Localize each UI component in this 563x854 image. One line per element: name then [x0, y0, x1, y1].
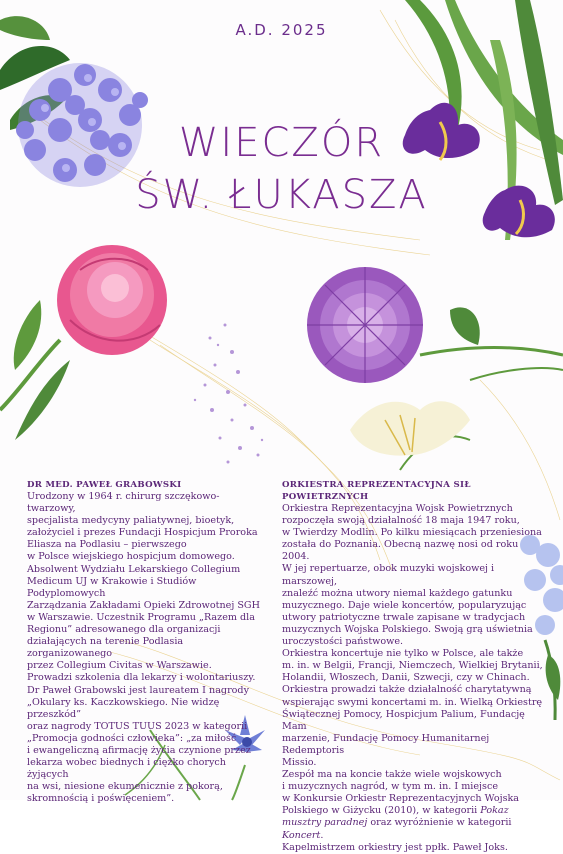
event-date: A.D. 2025: [235, 21, 328, 39]
lily: [350, 368, 563, 470]
orchestra-heading: ORKIESTRA REPREZENTACYJNA SIŁ POWIETRZNYCH: [282, 480, 471, 502]
orchestra-text-mid: oraz wyróżnienie w kategorii: [367, 817, 512, 829]
peony: [0, 245, 167, 440]
dahlia: [307, 267, 563, 383]
speaker-bio: [27, 479, 265, 805]
event-title-line-2: ŚW. ŁUKASZA: [135, 172, 428, 218]
speaker-name-heading: DR MED. PAWEŁ GRABOWSKI: [27, 480, 182, 490]
orchestra-text: [282, 503, 548, 854]
dot-spray: [194, 324, 263, 464]
orchestra-text-main: Orkiestra Reprezentacyjna Wojsk Powietrznych rozpoczęła swoją działalność 18 maja 1947 roku, w Twierdzy Modlin. Po kilku miesiącach przeniesiona została do Poznania. Obecną nazwę nosi od roku 2004. W jej repertuarze, obok muzyki wojskowej i marszowej, znaleźć można utwory niemal każdego gatunku muzycznego. Daje wiele koncertów, popularyzując utwory patriotyczne trwale zapisane w tradycjach muzycznych Wojska Polskiego. Swoją grą uświetnia uroczystości państwowe. Orkiestra koncertuje nie tylko w Polsce, ale także m. in. w Belgii, Francji, Niemczech, Wielkiej Brytanii, Holandii, Włoszech, Danii, Szwecji, czy w Chinach. Orkiestra prowadzi także działalność charytatywną wspierając swymi koncertami m. in. Wielką Orkiestrę Świątecznej Pomocy, Hospicjum Palium, Fundację Mam marzenie, Fundację Pomocy Humanitarnej Redemptoris Missio. Zespół ma na koncie także wiele wojskowych i muzycznych nagród, w tym m. in. I miejsce w Konkursie Orkiestr Reprezentacyjnych Wojska Polskiego w Giżycku (2010), w kategorii: [282, 503, 543, 817]
event-title-line-1: WIECZÓR: [178, 120, 385, 166]
award-category-parade: Pokaz musztry paradnej: [282, 805, 509, 829]
award-category-concert: Koncert: [282, 829, 321, 841]
orchestra-text-end: . Kapelmistrzem orkiestry jest ppłk. Paweł Joks.: [282, 829, 508, 853]
orchestra-bio: [282, 479, 548, 854]
speaker-bio-text: Urodzony w 1964 r. chirurg szczękowo-twarzowy, specjalista medycyny paliatywnej, bioetyk, założyciel i prezes Fundacji Hospicjum Proroka Eliasza na Podlasiu – pierwszego w Polsce wiejskiego hospicjum domowego. Absolwent Wydziału Lekarskiego Collegium Medicum UJ w Krakowie i Studiów Podyplomowych Zarządzania Zakładami Opieki Zdrowotnej SGH w Warszawie. Uczestnik Programu „Razem dla Regionu” adresowanego dla organizacji działających na terenie Podlasia zorganizowanego przez Collegium Civitas w Warszawie. Prowadzi szkolenia dla lekarzy i wolontariuszy. Dr Paweł Grabowski jest laureatem I nagrody „Okulary ks. Kaczkowskiego. Nie widzę przeszkód” oraz nagrody TOTUS TUUS 2023 w kategorii „Promocja godności człowieka”: „za miłość i ewangeliczną afirmację życia czynione przez lekarza wobec biednych i ciężko chorych żyjących na wsi, niesione ekumenicznie z pokorą, skromnością i poświęceniem”.: [27, 491, 260, 805]
